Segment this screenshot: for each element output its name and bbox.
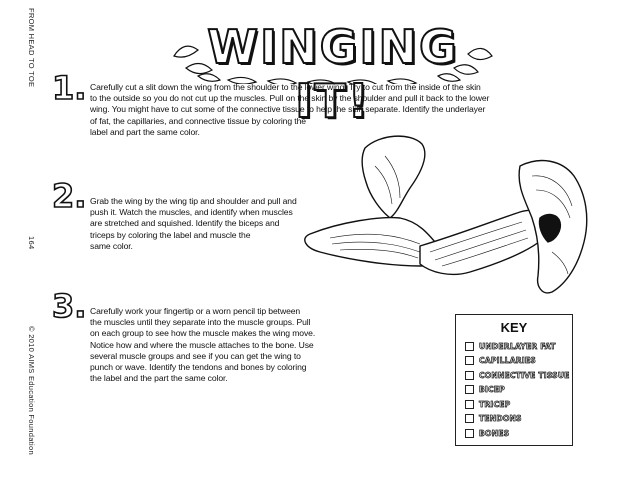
text-line: on each group to see how the muscle makes the wing move. [90, 328, 316, 339]
text-line: Grab the wing by the wing tip and shoulder and pull and [90, 196, 297, 206]
checkbox-icon[interactable] [465, 429, 474, 438]
book-title-margin: FROM HEAD TO TOE [27, 8, 36, 88]
text-line: wing. You might have to cut some of the connective tissue to help the skin separate. Identify the underlayer [90, 104, 486, 115]
key-item-label: UNDERLAYER FAT [479, 341, 556, 351]
step-2-number: 2. [52, 177, 87, 215]
text-line: Carefully work your fingertip or a worn pencil tip between [90, 306, 301, 316]
key-item-label: BICEP [479, 385, 505, 395]
text-line: Notice how and where the muscle attaches to the bone. Use [90, 339, 314, 350]
text-line: push it. Watch the muscles, and identify when muscles [90, 207, 293, 218]
page-margin [22, 8, 38, 455]
text-line: several muscle groups and see if you can get the wing to [90, 350, 301, 361]
color-key [455, 314, 573, 446]
key-item-bones[interactable] [465, 426, 572, 441]
key-item-tendons[interactable] [465, 412, 572, 427]
key-title: KEY [500, 320, 528, 335]
key-item-label: TRICEP [479, 399, 511, 409]
key-item-connective-tissue[interactable] [465, 368, 572, 383]
checkbox-icon[interactable] [465, 414, 474, 423]
text-line: of fat, the capillaries, and connective tissue by coloring the [90, 115, 306, 126]
key-item-label: BONES [479, 428, 510, 438]
key-item-capillaries[interactable] [465, 354, 572, 369]
checkbox-icon[interactable] [465, 385, 474, 394]
key-item-label: CAPILLARIES [479, 356, 536, 366]
text-line: are stretched and squished. Identify the biceps and [90, 218, 280, 229]
key-item-label: TENDONS [479, 414, 522, 424]
copyright-notice: © 2010 AIMS Education Foundation [27, 326, 36, 455]
key-item-tricep[interactable] [465, 397, 572, 412]
chicken-wing-illustration [270, 126, 620, 301]
checkbox-icon[interactable] [465, 371, 474, 380]
text-line: label and part the same color. [90, 126, 200, 137]
key-item-label: CONNECTIVE TISSUE [479, 370, 570, 380]
checkbox-icon[interactable] [465, 400, 474, 409]
text-line: punch or wave. Identify the tendons and bones by coloring [90, 362, 307, 373]
text-line: the label and the part the same color. [90, 373, 228, 384]
text-line: triceps by coloring the label and muscle the [90, 229, 251, 240]
step-1-number: 1. [52, 69, 87, 107]
step-3-text [90, 306, 390, 384]
text-line: Carefully cut a slit down the wing from the shoulder to the lower wing. Try to cut from the inside of the skin [90, 82, 481, 92]
page-number: 164 [27, 236, 36, 250]
text-line: the muscles until they separate into the muscle groups. Pull [90, 317, 311, 328]
step-3-number: 3. [52, 287, 87, 325]
text-line: to the outside so you do not cut up the muscles. Pull on the skin by the shoulder and pull it back to the lower [90, 93, 490, 104]
text-line: same color. [90, 240, 133, 251]
key-item-bicep[interactable] [465, 383, 572, 398]
key-item-underlayer-fat[interactable] [465, 339, 572, 354]
checkbox-icon[interactable] [465, 342, 474, 351]
checkbox-icon[interactable] [465, 356, 474, 365]
page-title: WINGING IT! [207, 20, 459, 128]
